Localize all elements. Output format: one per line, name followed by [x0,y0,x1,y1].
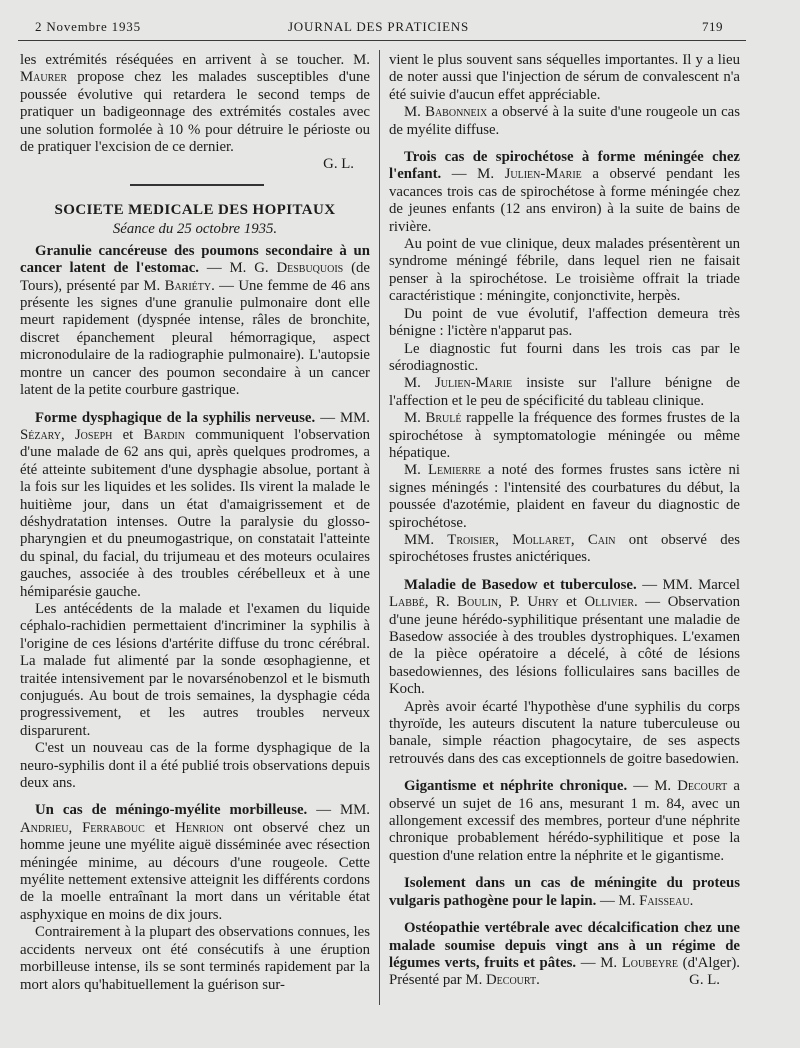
author-name: Labbé [389,594,425,611]
author-name: Sézary [20,426,62,443]
paragraph [389,462,740,532]
text-run: M. [404,375,435,392]
session-date: Séance du 25 octobre 1935. [112,220,278,237]
paragraph-continuation [20,52,370,156]
author-name: Henrion [175,819,224,836]
text-run: M. [404,410,426,427]
article-myelite [20,802,370,924]
author-name: Julien-Marie [435,375,513,392]
text-run: et [112,426,144,443]
article-title: Isolement dans un cas de méningite du proteus vulgaris pathogène pour le lapin. [389,875,740,909]
article-dysphagie [20,410,370,601]
column-divider [379,50,380,1005]
journal-title: JOURNAL DES PRATICIENS [287,19,470,34]
author-name: Babonneix [425,104,488,121]
text-run: — MM. [307,802,370,819]
author-name: Loubeyre [621,954,679,971]
text-run: a noté des formes frustes sans ictère ni signes méningés : l'intensité des courbatures du début, la poussée d'azotémie, plaident en faveur du diagnostic de spirochétose. [389,462,740,531]
article-title: Granulie cancéreuse des poumons secondaire à un cancer latent de l'estomac. [20,242,370,277]
author-name: Troisier [447,531,496,548]
paragraph: Le diagnostic fut fourni dans les trois cas par le sérodiagnostic. [389,340,740,374]
paragraph-continuation: vient le plus souvent sans séquelles importantes. Il y a lieu de noter aussi que l'injection de sérum de convalescent n'a été suivie d'aucun effet appréciable. [389,52,740,103]
article-granulie [20,243,370,400]
text-run: insiste sur l'allure bénigne de l'affection et le peu de spécificité du tableau clinique. [389,375,740,409]
text-run: . — Observation d'une jeune hérédo-syphilitique présentant une maladie de Basedow associée à des troubles dystrophiques. L'examen de la pièce opératoire a décelé, à côté de lésions basedowiennes, des lésions folliculaires sans bacilles de Koch. [389,594,741,698]
issue-date: 2 Novembre 1935 [35,19,141,34]
text-run: , [495,531,513,548]
text-run: ont observé des spirochétoses frustes anictériques. [389,531,740,566]
author-name: Bardin [143,426,185,443]
text-run: — M. [627,778,678,795]
text-run: — M. G. [199,260,277,277]
text-run: a observé à la suite d'une rougeole un cas de myélite diffuse. [389,104,740,138]
paragraph: Au point de vue clinique, deux malades présentèrent un syndrome méningé fébrile, dans lequel rien ne faisait penser à la spirochétose. Le troisième offrait la triade caractéristique : méningite, conjonctivite, herpès. [389,236,740,305]
text-run: MM. [404,531,448,548]
section-rule [130,184,264,186]
author-name: Cain [587,531,616,548]
text-run: , [570,531,588,548]
paragraph [389,104,740,139]
text-run: . [689,892,694,909]
text-run: a observé un sujet de 16 ans, mesurant 1 m. 84, avec un allongement excessif des membres, porteur d'une néphrite chronique probablement hérédo-syphilitique et pose la question d'une relation entre la néphrite et le gigantisme. [389,778,740,864]
header-rule [18,40,746,41]
author-name: Boulin [457,594,499,611]
text-run: . — Une femme de 46 ans présente les signes d'une granulie pulmonaire dont elle meurt rapidement (dyspnée intense, râles de bronchite, discret épanchement pleural hémorragique, aspect micronodulaire de la radiographie pulmonaire). L'autopsie montre un cancer des poumon secondaire à un cancer latent de la petite courbure gastrique. [20,277,370,399]
text-run: (de Tours), présenté par M. [20,260,370,294]
text-run: , P. [498,594,528,611]
signature: G. L. [689,972,720,989]
author-name: Lemierre [427,462,481,479]
article-spirochetose [389,149,740,236]
text-run: — M. [596,892,640,909]
author-name: Decourt [485,972,537,989]
text-run: . [536,972,540,989]
text-run: M. [404,462,428,479]
text-run: ont observé chez un homme jeune une myélite aiguë disséminée avec résection méningée minime, au décours d'une rougeole. Cette myélite nettement extensive atteignit les différents cordons de la moelle entraînant la mort dans un véritable état asphyxique en moins de dix jours. [20,819,371,923]
author-name: Uhry [527,594,559,611]
text-run: — M. [576,954,622,971]
article-title: Maladie de Basedow et tuberculose. [404,576,637,593]
right-column [389,52,740,990]
text-run: propose chez les malades susceptibles d'une poussée évolutive qui retardera le second temps de pratiquer un badigeonnage des extrémités costales avec une solution formolée à 10 % pour détruire le périoste ou de pratiquer l'excision de ce dernier. [20,69,370,156]
text-run: communiquent l'observation d'une malade de 62 ans qui, après quelques prodromes, a été atteinte subitement d'une dysphagie absolue, portant à la fois sur les liquides et les solides. Ils virent la malade le huitième jour, dans un état d'amaigrissement et de déshydratation intenses. Outre la paralysie du glosso-pharyngien et du pneumogastrique, on constatait l'atteinte du spinal, du facial, du trijumeau et des moteurs oculaires gauches, associée à des troubles cérébelleux et à une hémiparésie gauche. [20,426,370,600]
author-name: Desbuquois [276,260,344,277]
author-name: Brulé [425,410,462,427]
author-name: Faisseau [639,892,690,909]
paragraph: Après avoir écarté l'hypothèse d'une syphilis du corps thyroïde, les auteurs discutent la nature tuberculeuse ou banale, simple réaction phagocytaire, de ses aspects retrouvés dans des cas exceptionnels de goitre basedowien. [389,698,740,767]
text-run: a observé pendant les vacances trois cas de spirochétose à forme méningée chez de jeunes enfants (12 ans environ) à la suite de bains de rivière. [389,166,740,235]
left-column [20,52,370,994]
text-run: les extrémités réséquées en arrivent à se toucher. M. [20,52,370,68]
paragraph [389,375,740,410]
author-name: Ferrabouc [82,819,145,836]
article-title: Gigantisme et néphrite chronique. [404,778,628,795]
article-proteus [389,875,740,910]
text-run: — MM. [315,409,370,426]
article-gigantisme [389,778,740,865]
author-name: Maurer [20,69,68,86]
text-run: (d'Alger). Présenté par M. [389,954,740,989]
article-basedow [389,577,740,699]
author-name: Bariéty [164,277,212,294]
article-title: Ostéopathie vertébrale avec décalcification chez une malade soumise depuis vingt ans à un régime de légumes verts, fruits et pâtes. [389,920,740,971]
article-title: Trois cas de spirochétose à forme méningée chez l'enfant. [389,149,740,183]
article-title: Un cas de méningo-myélite morbilleuse. [35,802,308,819]
author-name: Julien-Marie [504,166,582,183]
paragraph: Du point de vue évolutif, l'affection demeura très bénigne : l'ictère n'apparut pas. [389,305,740,340]
paragraph: Contrairement à la plupart des observations connues, les accidents nerveux ont été consécutifs à une éruption morbilleuse intense, ils se sont terminés rapidement par la mort alors qu'habituellement la guérison sur- [20,924,370,993]
author-name: Joseph [74,426,113,443]
article-osteopathie [389,920,740,990]
author-name: Ollivier [584,594,635,611]
author-name: Mollaret [512,531,571,548]
text-run: rappelle la fréquence des formes frustes de la spirochétose à symptomatologie méningée ou même hépatique. [389,410,740,461]
text-run: et [144,819,176,836]
society-heading: SOCIETE MEDICALE DES HOPITAUX [54,201,336,218]
paragraph: Les antécédents de la malade et l'examen du liquide céphalo-rachidien permettaient d'incriminer la syphilis à l'origine de ces lésions d'artérite diffuse du tronc cérébral. La malade fut alimenté par la sonde œsophagienne, et traitée intensivement par le novarsénobenzol et le bismuth conjugués. Au bout de trois semaines, la dysphagie céda progressivement, et les autres troubles nerveux disparurent. [20,600,370,739]
paragraph: C'est un nouveau cas de la forme dysphagique de la neuro-syphilis dont il a été publié trois observations depuis deux ans. [20,740,370,792]
signature: G. L. [323,156,354,173]
text-run: , [61,426,75,443]
article-title: Forme dysphagique de la syphilis nerveuse. [35,409,316,426]
paragraph [389,532,740,567]
text-run: — M. [441,166,505,183]
page-number: 719 [702,19,723,34]
author-name: Decourt [677,778,728,795]
text-run: M. [404,104,426,121]
paragraph [389,410,740,462]
author-name: Andrieu [20,819,69,836]
text-run: et [558,594,585,611]
text-run: — MM. Marcel [636,576,740,593]
text-run: , [68,819,83,836]
text-run: , R. [424,594,458,611]
